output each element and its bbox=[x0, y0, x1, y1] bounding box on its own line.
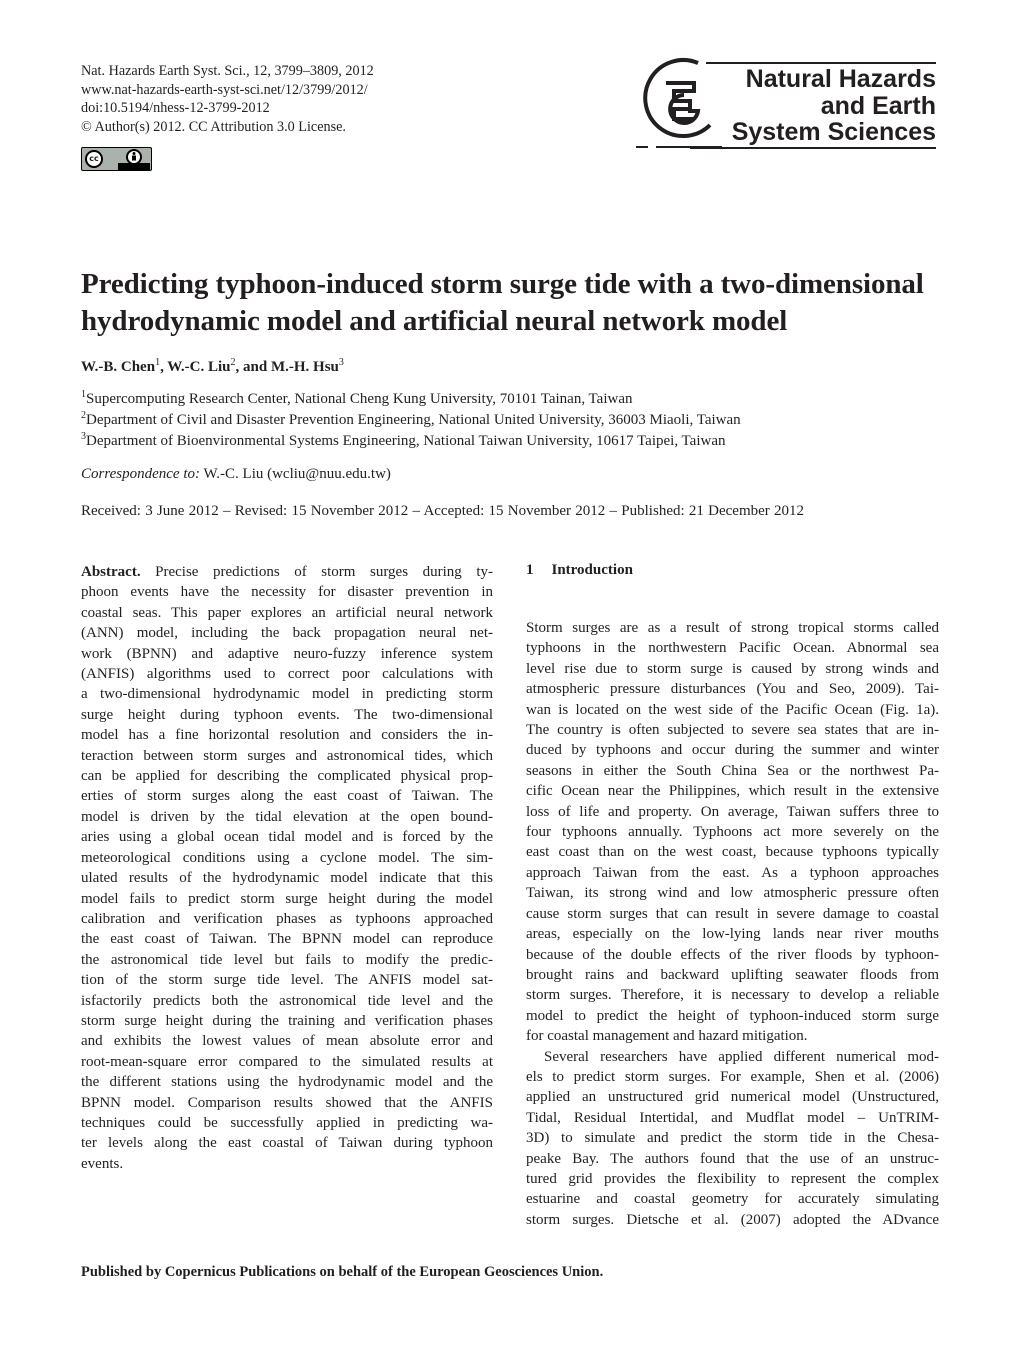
publisher-footer: Published by Copernicus Publications on behalf of the European Geosciences Union. bbox=[81, 1264, 604, 1280]
affiliation-text: Department of Civil and Disaster Prevention Engineering, National United University, 36003 Miaoli, Taiwan bbox=[86, 412, 741, 428]
introduction-line: cause storm surges that can result in severe damage to coastal bbox=[526, 905, 939, 922]
affiliation-number: 1 bbox=[81, 389, 86, 400]
introduction-line: approach Taiwan from the east. As a typhoon approaches bbox=[526, 864, 939, 881]
abstract-line: the different stations using the hydrodynamic model and the bbox=[81, 1074, 493, 1091]
introduction-line: estuarine and coastal geometry for accurately simulating bbox=[526, 1191, 939, 1208]
abstract-line: meteorological conditions using a cyclone model. The sim- bbox=[81, 849, 493, 866]
abstract-line: calibration and verification phases as typhoons approached bbox=[81, 910, 493, 927]
affiliation-number: 3 bbox=[81, 431, 86, 442]
introduction-line: atmospheric pressure disturbances (You and Seo, 2009). Tai- bbox=[526, 681, 939, 698]
introduction-line: Storm surges are as a result of strong tropical storms called bbox=[526, 620, 939, 636]
article-doi[interactable]: doi:10.5194/nhess-12-3799-2012 bbox=[81, 100, 270, 117]
introduction-line: seasons in either the South China Sea or the northwest Pa- bbox=[526, 762, 939, 779]
correspondence-contact[interactable]: W.-C. Liu (wcliu@nuu.edu.tw) bbox=[200, 466, 391, 482]
abstract-line: teraction between storm surges and astronomical tides, which bbox=[81, 747, 493, 764]
abstract-line: (ANFIS) algorithms used to correct poor calculations with bbox=[81, 666, 493, 683]
abstract-line: ulated results of the hydrodynamic model indicate that this bbox=[81, 870, 493, 887]
introduction-line: storm surges. Dietsche et al. (2007) adopted the ADvance bbox=[526, 1211, 939, 1228]
abstract-line: a two-dimensional hydrodynamic model in predicting storm bbox=[81, 686, 493, 703]
abstract-line: model is driven by the tidal elevation at the open bound- bbox=[81, 808, 493, 825]
abstract-line: tion of the storm surge tide level. The ANFIS model sat- bbox=[81, 972, 493, 989]
title-line-2: hydrodynamic model and artificial neural network model bbox=[81, 305, 788, 337]
abstract-line: model fails to predict storm surge height during the model bbox=[81, 890, 493, 907]
abstract-line: ter levels along the east coastal of Taiwan during typhoon bbox=[81, 1135, 493, 1152]
abstract-column bbox=[81, 562, 493, 1174]
introduction-line: wan is located on the west side of the Pacific Ocean (Fig. 1a). bbox=[526, 701, 939, 718]
article-url[interactable]: www.nat-hazards-earth-syst-sci.net/12/3799/2012/ bbox=[81, 81, 368, 98]
abstract-line: (ANN) model, including the back propagation neural net- bbox=[81, 625, 493, 642]
correspondence bbox=[81, 466, 391, 483]
introduction-line: duced by typhoons and occur during the summer and winter bbox=[526, 742, 939, 759]
introduction-line: level rise due to storm surge is caused by strong winds and bbox=[526, 660, 939, 677]
introduction-line: for coastal management and hazard mitigation. bbox=[526, 1028, 808, 1045]
abstract-line: aries using a global ocean tidal model and is forced by the bbox=[81, 829, 493, 846]
author-name: W.-B. Chen bbox=[81, 359, 156, 375]
correspondence-label: Correspondence to: bbox=[81, 466, 201, 482]
journal-name bbox=[732, 66, 936, 146]
introduction-line: because of the double effects of the river floods by typhoon- bbox=[526, 946, 939, 963]
journal-name-line1: Natural Hazards bbox=[745, 65, 936, 93]
title-line-1: Predicting typhoon-induced storm surge tide with a two-dimensional bbox=[81, 268, 924, 300]
introduction-line: The country is often subjected to severe sea states that are in- bbox=[526, 722, 939, 739]
introduction-line: loss of life and property. On average, Taiwan suffers three to bbox=[526, 803, 939, 820]
introduction-line: els to predict storm surges. For example, Shen et al. (2006) bbox=[526, 1068, 939, 1085]
abstract-line: events. bbox=[81, 1155, 124, 1172]
introduction-line: 3D) to simulate and predict the storm tide in the Chesa- bbox=[526, 1130, 939, 1147]
journal-citation: Nat. Hazards Earth Syst. Sci., 12, 3799–3809, 2012 bbox=[81, 63, 374, 79]
creative-commons-icon: cc bbox=[85, 150, 103, 168]
by-label-bar bbox=[118, 163, 150, 170]
introduction-line: storm surges. Therefore, it is necessary to develop a reliable bbox=[526, 987, 939, 1004]
introduction-line: east coast than on the west coast, because typhoons typically bbox=[526, 844, 939, 861]
abstract-line: phoon events have the necessity for disaster prevention in bbox=[81, 584, 493, 601]
abstract-line: can be applied for describing the complicated physical prop- bbox=[81, 768, 493, 785]
author-list bbox=[81, 357, 344, 376]
abstract-line: the astronomical tide level but fails to modify the predic- bbox=[81, 951, 493, 968]
abstract-line: isfactorily predicts both the astronomical tide level and the bbox=[81, 992, 493, 1009]
author-separator: , and bbox=[235, 359, 271, 375]
abstract-line: and exhibits the lowest values of mean absolute error and bbox=[81, 1033, 493, 1050]
cc-by-badge[interactable] bbox=[81, 147, 152, 171]
egu-logo-icon bbox=[636, 55, 722, 149]
abstract-line bbox=[81, 562, 493, 582]
affiliation-number: 2 bbox=[81, 410, 86, 421]
introduction-line: areas, especially on the low-lying lands near river mouths bbox=[526, 926, 939, 943]
introduction-line: peake Bay. The authors found that the use of an unstruc- bbox=[526, 1150, 939, 1167]
license-line: © Author(s) 2012. CC Attribution 3.0 License. bbox=[81, 118, 346, 135]
abstract-line: model has a fine horizontal resolution and considers the in- bbox=[81, 727, 493, 744]
abstract-label: Abstract. bbox=[81, 564, 141, 580]
abstract-line: coastal seas. This paper explores an artificial neural network bbox=[81, 604, 493, 621]
abstract-line-text: Precise predictions of storm surges during ty- bbox=[140, 564, 493, 580]
introduction-line: Taiwan, its strong wind and low atmospheric pressure often bbox=[526, 885, 939, 902]
author-separator: , bbox=[160, 359, 168, 375]
affiliation-marker: 3 bbox=[338, 357, 344, 368]
introduction-line: brought rains and backward uplifting seawater floods from bbox=[526, 966, 939, 983]
paper-title bbox=[81, 266, 951, 340]
affiliation-text: Department of Bioenvironmental Systems Engineering, National Taiwan University, 10617 Taipei, Taiwan bbox=[86, 433, 726, 449]
abstract-line: the east coast of Taiwan. The BPNN model can reproduce bbox=[81, 931, 493, 948]
author-name: W.-C. Liu bbox=[167, 359, 231, 375]
abstract-line: work (BPNN) and adaptive neuro-fuzzy inference system bbox=[81, 645, 493, 662]
citation-header bbox=[81, 62, 374, 136]
section-heading bbox=[526, 562, 633, 579]
publication-dates: Received: 3 June 2012 – Revised: 15 November 2012 – Accepted: 15 November 2012 – Published: 21 December 2012 bbox=[81, 503, 805, 519]
introduction-line: applied an unstructured grid numerical model (Unstructured, bbox=[526, 1089, 939, 1106]
abstract-line: techniques could be successfully applied in predicting wa- bbox=[81, 1114, 493, 1131]
section-title: Introduction bbox=[551, 562, 633, 578]
journal-top-rule bbox=[706, 62, 936, 64]
affiliation bbox=[81, 427, 726, 451]
introduction-line: Tidal, Residual Intertidal, and Mudflat model – UnTRIM- bbox=[526, 1109, 939, 1126]
introduction-line: model to predict the height of typhoon-induced storm surge bbox=[526, 1007, 939, 1024]
introduction-column bbox=[526, 618, 939, 1230]
affiliation-marker: 1 bbox=[155, 357, 161, 368]
introduction-line: typhoons in the northwestern Pacific Ocean. Abnormal sea bbox=[526, 640, 939, 657]
author-name: M.-H. Hsu bbox=[270, 359, 339, 375]
introduction-line: cific Ocean near the Philippines, which result in the extensive bbox=[526, 783, 939, 800]
abstract-line: storm surge height during the training and verification phases bbox=[81, 1012, 493, 1029]
abstract-line: erties of storm surges along the east coast of Taiwan. The bbox=[81, 788, 493, 805]
journal-name-line2: and Earth bbox=[820, 91, 936, 120]
journal-bottom-rule bbox=[690, 147, 936, 149]
introduction-line: Several researchers have applied different numerical mod- bbox=[544, 1048, 939, 1065]
affiliation-text: Supercomputing Research Center, National Cheng Kung University, 70101 Tainan, Taiwan bbox=[86, 391, 633, 407]
abstract-line: root-mean-square error compared to the simulated results at bbox=[81, 1053, 493, 1070]
abstract-line: BPNN model. Comparison results showed that the ANFIS bbox=[81, 1094, 493, 1111]
affiliation-marker: 2 bbox=[230, 357, 236, 368]
introduction-line: tured grid provides the flexibility to represent the complex bbox=[526, 1170, 939, 1187]
section-number: 1 bbox=[526, 562, 534, 578]
introduction-line: four typhoons annually. Typhoons act more severely on the bbox=[526, 824, 939, 841]
abstract-line: surge height during typhoon events. The two-dimensional bbox=[81, 706, 493, 723]
journal-name-line3: System Sciences bbox=[731, 118, 936, 146]
